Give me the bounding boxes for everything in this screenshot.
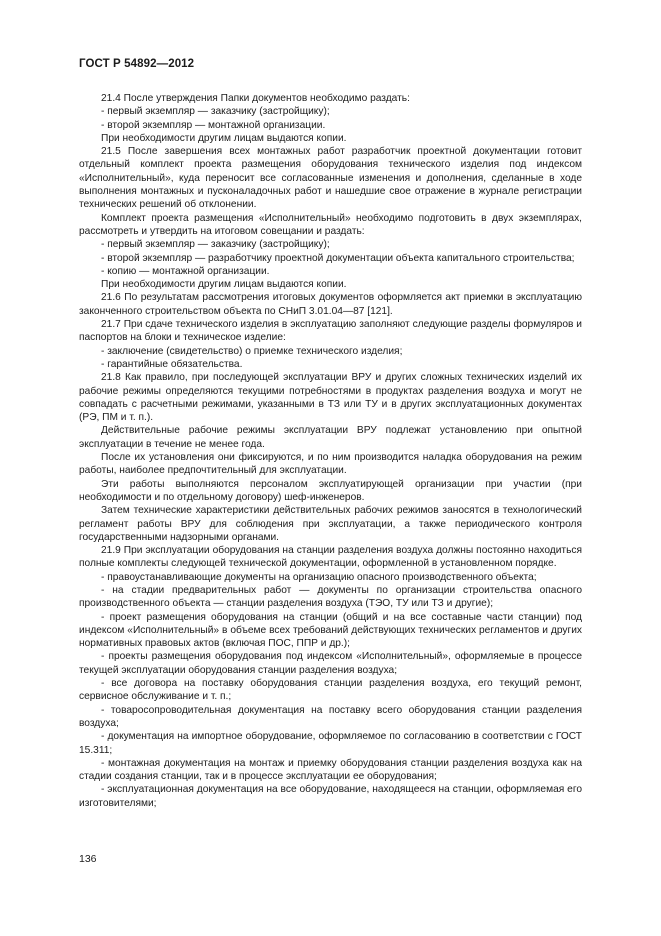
page-number: 136 [79,853,97,865]
paragraph: - документация на импортное оборудование, оформляемое по согласованию в соответствии с ГОСТ 15.311; [79,731,582,756]
paragraph: 21.9 При эксплуатации оборудования на станции разделения воздуха должны постоянно находиться полные комплекты следующей технической документации, оформленной в установленном порядке. [79,545,582,570]
paragraph: - второй экземпляр — монтажной организации. [101,119,326,131]
paragraph: Эти работы выполняются персоналом эксплуатирующей организации при участии (при необходимости и по отдельному договору) шеф-инженеров. [79,478,582,503]
paragraph: - копию — монтажной организации. [101,265,270,277]
paragraph: После их установления они фиксируются, и по ним производится наладка оборудования на режим работы, наиболее предпочтительный для эксплуатации. [79,452,582,477]
paragraph: - первый экземпляр — заказчику (застройщику); [101,106,330,118]
paragraph: Действительные рабочие режимы эксплуатации ВРУ подлежат установлению при опытной эксплуатации в течение не менее года. [79,425,582,450]
paragraph: 21.7 При сдаче технического изделия в эксплуатацию заполняют следующие разделы формуляров и паспортов на блоки и техническое изделие: [79,319,582,344]
paragraph: - заключение (свидетельство) о приемке технического изделия; [101,345,403,357]
document-body [79,92,582,810]
paragraph: При необходимости другим лицам выдаются копии. [101,132,347,144]
paragraph: - на стадии предварительных работ — документы по организации строительства опасного производственного объекта — станции разделения воздуха (ТЭО, ТУ или ТЗ и другие); [79,584,582,610]
paragraph: 21.4 После утверждения Папки документов необходимо раздать: [101,93,410,104]
paragraph: 21.5 После завершения всех монтажных работ разработчик проектной документации готовит отдельный комплект проекта размещения оборудования технического изделия под индексом «Исполнительный», куда переносит все согласованные изменения и дополнения, сделанные в ходе выполнения монтажных и пусконаладочных работ и нашедшие свое отражение в журнале регистрации технических решений об отклонении. [79,146,582,211]
paragraph: - товаросопроводительная документация на поставку всего оборудования станции разделения воздуха; [79,704,582,729]
paragraph: - первый экземпляр — заказчику (застройщику); [101,239,330,251]
paragraph: - монтажная документация на монтаж и приемку оборудования станции разделения воздуха как на стадии создания станции, так и в процессе эксплуатации ее оборудования; [79,757,582,783]
paragraph: Комплект проекта размещения «Исполнительный» необходимо подготовить в двух экземплярах, рассмотреть и утвердить на итоговом совещании и раздать: [79,212,582,237]
paragraph: - проекты размещения оборудования под индексом «Исполнительный», оформляемые в процессе текущей эксплуатации оборудования станции разделения воздуха; [79,651,582,676]
paragraph: Затем технические характеристики действительных рабочих режимов заносятся в технологический регламент работы ВРУ для соблюдения при эксплуатации, а также периодического контроля государственными надзорными органами. [79,505,582,543]
standard-designation: ГОСТ Р 54892—2012 [79,58,195,70]
paragraph: - правоустанавливающие документы на организацию опасного производственного объекта; [101,571,537,583]
paragraph: - эксплуатационная документация на все оборудование, находящееся на станции, оформляемая его изготовителями; [79,784,582,809]
paragraph: 21.8 Как правило, при последующей эксплуатации ВРУ и других сложных технических изделий их рабочие режимы определяются текущими потребностями в продуктах разделения воздуха и могут не совпадать с расчетными режимами, указанными в ТЗ или ТУ и в других эксплуатационных документах (РЭ, ПМ и т. п.). [79,372,582,424]
paragraph: - второй экземпляр — разработчику проектной документации объекта капитального строительства; [101,252,575,264]
paragraph: - все договора на поставку оборудования станции разделения воздуха, его текущий ремонт, сервисное обслуживание и т. п.; [79,678,582,703]
paragraph: 21.6 По результатам рассмотрения итоговых документов оформляется акт приемки в эксплуатацию законченного строительством объекта по СНиП 3.01.04—87 [121]. [79,292,582,317]
paragraph: При необходимости другим лицам выдаются копии. [101,279,347,291]
paragraph: - гарантийные обязательства. [101,358,243,370]
paragraph: - проект размещения оборудования на станции (общий и на все составные части станции) под индексом «Исполнительный» в объеме всех требований действующих технических регламентов и других нормативных правовых актов (включая ПОС, ППР и др.); [79,611,582,650]
